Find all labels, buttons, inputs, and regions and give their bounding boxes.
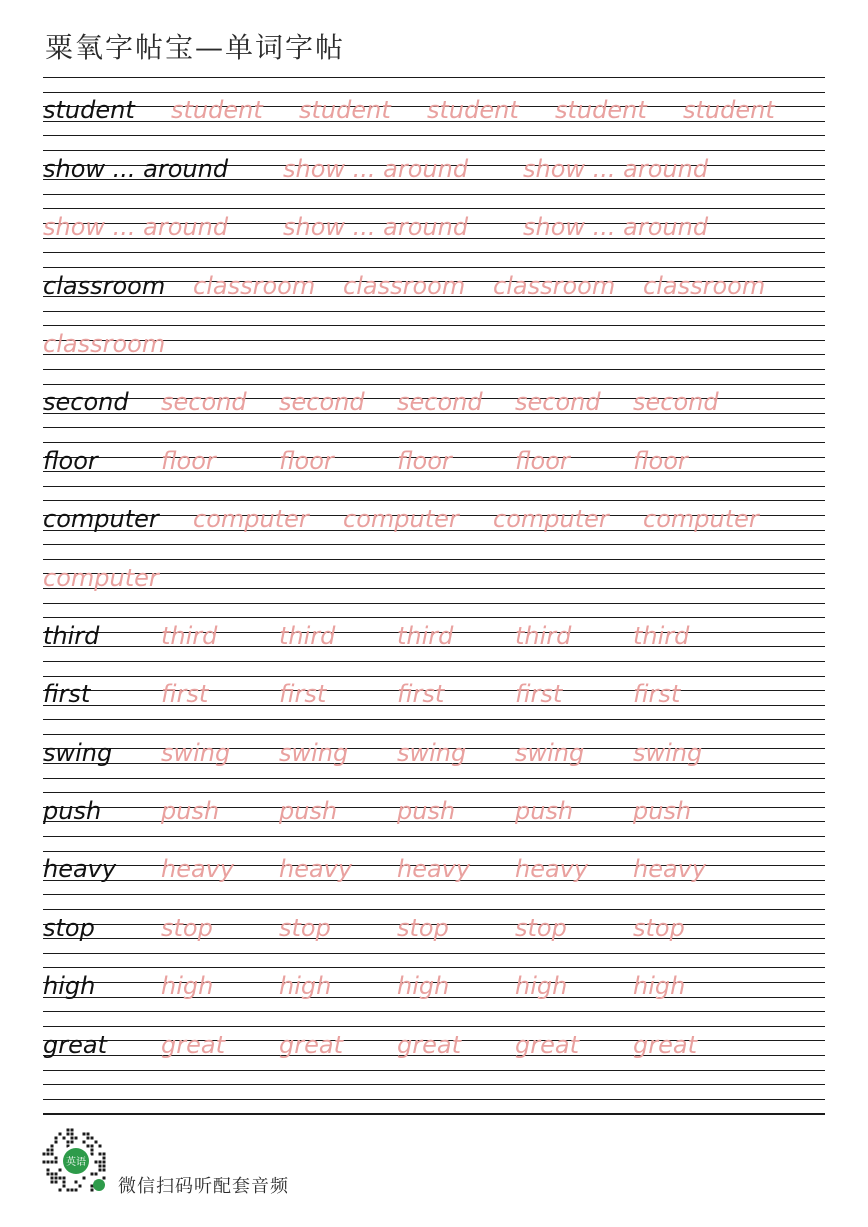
ruled-line [43,617,825,618]
trace-word: floor [397,446,452,475]
trace-word: student [555,96,647,125]
practice-row [43,1011,825,1069]
qr-module [71,1133,74,1136]
qr-module [63,1185,66,1188]
ruled-line [43,559,825,560]
ruled-line [43,1084,825,1085]
practice-row [43,369,825,427]
trace-word: stop [161,913,213,942]
trace-word: third [161,621,218,650]
ruled-line [43,1099,825,1100]
ruled-line [43,1011,825,1012]
qr-module [43,1153,46,1156]
trace-word: third [279,621,336,650]
trace-word: stop [515,913,567,942]
trace-word: great [515,1030,579,1059]
trace-word: computer [43,563,159,592]
qr-module [59,1169,62,1172]
qr-module [103,1165,106,1168]
model-word: third [43,621,100,650]
qr-module [55,1181,58,1184]
qr-module [59,1177,62,1180]
ruled-line [43,369,825,370]
qr-module [87,1137,90,1140]
trace-word: great [397,1030,461,1059]
qr-module [95,1161,98,1164]
qr-module [103,1157,106,1160]
footer-caption: 微信扫码听配套音频 [118,1176,289,1197]
ruled-line [43,194,825,195]
qr-module [103,1161,106,1164]
qr-module [55,1157,58,1160]
qr-module [83,1133,86,1136]
qr-module [99,1169,102,1172]
practice-row [43,311,825,369]
trace-word: floor [161,446,216,475]
trace-word: show ... around [283,154,469,183]
trace-word: great [279,1030,343,1059]
practice-row [43,77,825,135]
trace-word: swing [515,738,585,767]
ruled-line [43,836,825,837]
trace-word: heavy [397,855,471,884]
qr-module [95,1173,98,1176]
page-title: 粟氧字帖宝—单词字帖 [45,31,346,64]
trace-word: high [279,972,332,1001]
qr-module [47,1169,50,1172]
ruled-line [43,676,825,677]
qr-module [79,1185,82,1188]
practice-row [43,778,825,836]
qr-module [91,1145,94,1148]
qr-module [63,1181,66,1184]
ruled-line [43,894,825,895]
trace-word: first [161,680,209,709]
practice-row [43,427,825,485]
trace-word: classroom [43,329,166,358]
qr-module [91,1149,94,1152]
trace-word: computer [493,505,609,534]
ruled-line [43,588,825,589]
trace-word: heavy [515,855,589,884]
qr-module [99,1161,102,1164]
model-word: stop [43,913,95,942]
qr-module [91,1173,94,1176]
ruled-line [43,778,825,779]
practice-row [43,544,825,602]
qr-module [91,1153,94,1156]
writing-area [43,77,825,1128]
qr-module [47,1161,50,1164]
qr-module [71,1137,74,1140]
practice-row [43,252,825,310]
practice-row [43,836,825,894]
qr-module [67,1129,70,1132]
practice-row [43,603,825,661]
trace-word: push [279,797,338,826]
trace-word: push [161,797,220,826]
ruled-line [43,427,825,428]
practice-row [43,1070,825,1128]
trace-word: second [161,388,247,417]
qr-module [83,1141,86,1144]
trace-word: push [633,797,692,826]
trace-word: student [683,96,775,125]
practice-row [43,486,825,544]
ruled-line [43,486,825,487]
ruled-line [43,1026,825,1027]
trace-word: high [633,972,686,1001]
ruled-line [43,851,825,852]
qr-module [99,1145,102,1148]
trace-word: floor [279,446,334,475]
qr-module [63,1177,66,1180]
ruled-line [43,909,825,910]
trace-word: stop [279,913,331,942]
qr-module [51,1181,54,1184]
ruled-line [43,77,825,78]
qr-module [75,1181,78,1184]
trace-word: show ... around [283,213,469,242]
trace-word: floor [515,446,570,475]
trace-word: computer [193,505,309,534]
practice-row [43,719,825,777]
qr-module [87,1133,90,1136]
qr-module [71,1141,74,1144]
model-word: second [43,388,129,417]
qr-module [95,1141,98,1144]
model-word: heavy [43,855,117,884]
model-word: classroom [43,271,166,300]
ruled-line [43,719,825,720]
trace-word: great [633,1030,697,1059]
trace-word: show ... around [523,213,709,242]
trace-word: student [427,96,519,125]
trace-word: push [515,797,574,826]
trace-word: classroom [193,271,316,300]
ruled-line [43,267,825,268]
qr-module [71,1129,74,1132]
model-word: push [43,797,102,826]
qr-module [51,1149,54,1152]
qr-module [55,1141,58,1144]
model-word: swing [43,738,113,767]
trace-word: third [397,621,454,650]
qr-module [47,1153,50,1156]
practice-row [43,953,825,1011]
trace-word: heavy [279,855,353,884]
qr-module [71,1189,74,1192]
qr-module [103,1169,106,1172]
trace-word: computer [343,505,459,534]
ruled-line [43,208,825,209]
trace-word: second [515,388,601,417]
practice-row [43,894,825,952]
trace-word: third [633,621,690,650]
trace-word: first [397,680,445,709]
model-word: floor [43,446,98,475]
trace-word: heavy [161,855,235,884]
qr-module [67,1141,70,1144]
qr-badge-text: 英语 [66,1157,86,1168]
trace-word: great [161,1030,225,1059]
ruled-line [43,1070,825,1071]
trace-word: first [515,680,563,709]
trace-word: floor [633,446,688,475]
trace-word: classroom [643,271,766,300]
trace-word: swing [161,738,231,767]
qr-module [59,1189,62,1192]
ruled-line [43,442,825,443]
trace-word: high [515,972,568,1001]
qr-module [51,1145,54,1148]
qr-module [43,1161,46,1164]
qr-module [99,1165,102,1168]
qr-code-icon[interactable] [42,1128,110,1196]
trace-word: third [515,621,572,650]
qr-module [51,1161,54,1164]
qr-module [55,1177,58,1180]
trace-word: first [279,680,327,709]
trace-word: heavy [633,855,707,884]
qr-module [91,1189,94,1192]
model-word: high [43,972,96,1001]
trace-word: swing [279,738,349,767]
ruled-line [43,953,825,954]
trace-word: high [397,972,450,1001]
ruled-line [43,734,825,735]
qr-module [51,1173,54,1176]
qr-module [75,1137,78,1140]
qr-module [75,1189,78,1192]
trace-word: show ... around [43,213,229,242]
ruled-line [43,384,825,385]
ruled-line [43,1114,825,1115]
ruled-line [43,792,825,793]
ruled-line [43,135,825,136]
trace-word: show ... around [523,154,709,183]
trace-word: computer [643,505,759,534]
ruled-line [43,544,825,545]
qr-module [103,1177,106,1180]
ruled-line [43,500,825,501]
qr-module [87,1145,90,1148]
trace-word: second [397,388,483,417]
ruled-line [43,150,825,151]
ruled-line [43,325,825,326]
practice-row [43,135,825,193]
qr-module [47,1173,50,1176]
model-word: great [43,1030,107,1059]
qr-module [59,1133,62,1136]
trace-word: classroom [493,271,616,300]
qr-corner-dot [93,1179,105,1191]
ruled-line [43,252,825,253]
model-word: show ... around [43,154,229,183]
trace-word: second [633,388,719,417]
practice-row [43,194,825,252]
qr-module [55,1161,58,1164]
qr-module [99,1153,102,1156]
ruled-line [43,967,825,968]
qr-module [51,1153,54,1156]
qr-module [83,1177,86,1180]
trace-word: high [161,972,214,1001]
qr-module [67,1189,70,1192]
ruled-line [43,92,825,93]
trace-word: classroom [343,271,466,300]
trace-word: push [397,797,456,826]
qr-module [47,1149,50,1152]
qr-module [55,1137,58,1140]
model-word: first [43,680,91,709]
trace-word: swing [633,738,703,767]
qr-module [55,1173,58,1176]
model-word: student [43,96,135,125]
qr-module [67,1133,70,1136]
qr-module [63,1137,66,1140]
practice-row [43,661,825,719]
ruled-line [43,603,825,604]
trace-word: second [279,388,365,417]
trace-word: student [171,96,263,125]
trace-word: stop [633,913,685,942]
qr-module [103,1153,106,1156]
ruled-line [43,573,825,574]
qr-module [91,1137,94,1140]
trace-word: swing [397,738,467,767]
trace-word: first [633,680,681,709]
qr-module [51,1177,54,1180]
ruled-line [43,311,825,312]
ruled-line [43,661,825,662]
trace-word: student [299,96,391,125]
model-word: computer [43,505,159,534]
trace-word: stop [397,913,449,942]
